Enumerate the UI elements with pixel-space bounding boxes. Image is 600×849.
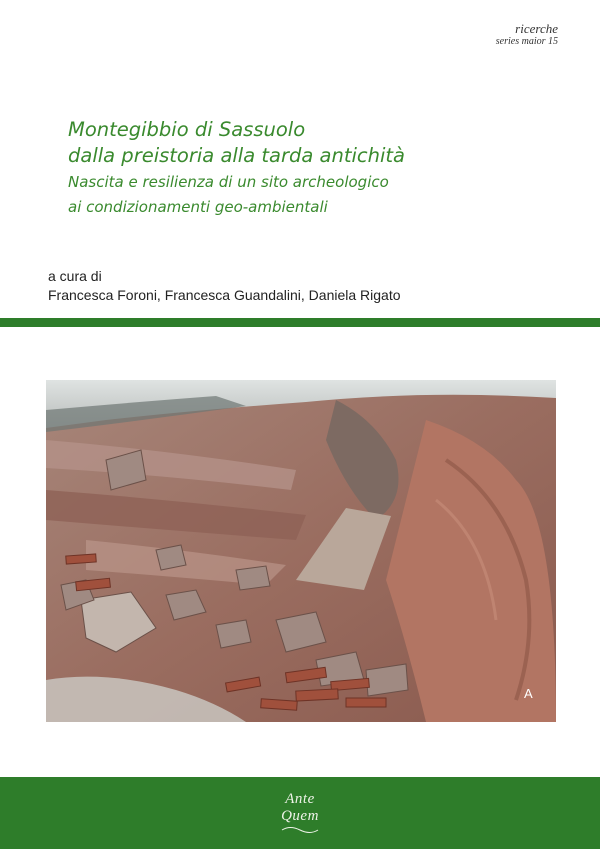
excavation-photo bbox=[46, 380, 556, 722]
publisher-logo bbox=[268, 791, 332, 839]
editors-names: Francesca Foroni, Francesca Guandalini, Daniela Rigato bbox=[48, 287, 401, 303]
publisher-logo-line-2: Quem bbox=[281, 808, 319, 824]
editors-label: a cura di bbox=[48, 268, 102, 284]
book-subtitle-line-1: Nascita e resilienza di un sito archeologico bbox=[68, 173, 389, 191]
logo-flourish-icon bbox=[280, 825, 320, 835]
series-label bbox=[496, 22, 558, 48]
editors-block bbox=[48, 268, 401, 306]
series-name: ricerche bbox=[515, 21, 558, 36]
book-title-line-1: Montegibbio di Sassuolo bbox=[68, 118, 306, 141]
publisher-logo-line-1: Ante bbox=[285, 791, 315, 807]
title-block bbox=[68, 117, 405, 220]
svg-text:A: A bbox=[524, 686, 533, 701]
cover-photo bbox=[46, 380, 556, 722]
series-subtitle: series maior 15 bbox=[495, 36, 558, 47]
green-divider bbox=[0, 318, 600, 327]
footer-band bbox=[0, 777, 600, 849]
book-subtitle-line-2: ai condizionamenti geo-ambientali bbox=[68, 198, 328, 216]
book-title-line-2: dalla preistoria alla tarda antichità bbox=[68, 144, 405, 167]
